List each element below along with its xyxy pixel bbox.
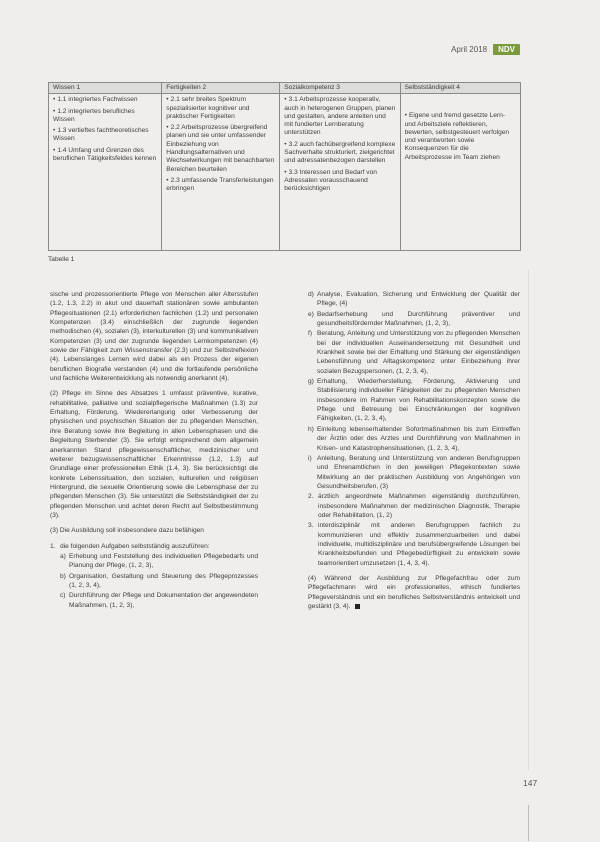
margin-line: [528, 805, 529, 841]
paragraph: (2) Pflege im Sinne des Absatzes 1 umfasst präventive, kurative, rehabilitative, palliative und sozialpflegerische Maßnahmen (1.3) zur Erhaltung, Förderung, Wiedererlangung oder Verbesserung der physischen und psychischen Situation der zu pflegenden Menschen, ihre Beratung sowie ihre Begleitung in allen Lebensphasen und die Begleitung Sterbender (3). Sie erfolgt entsprechend dem allgemein anerkannten Stand pflegewissenschaftlicher, medizinischer und weiterer bezugswissenschaftlicher Erkenntnisse (1.2, 1.3) auf Grundlage einer professionellen Ethik (1.4, 3). Sie berücksichtigt die konkrete Lebenssituation, den sozialen, kulturellen und religiösen Hintergrund, die sexuelle Orientierung sowie die Lebensphase der zu pflegenden Menschen (3). Sie unterstützt die Selbstständigkeit der zu pflegenden Menschen und achtet deren Recht auf Selbstbestimmung (3).: [50, 390, 258, 519]
page-number: 147: [523, 778, 538, 788]
text-column-left: [50, 290, 258, 611]
bullet-icon: •: [284, 96, 287, 104]
list-item: g) Erhaltung, Wiederherstellung, Förderung, Aktivierung und Stabilisierung individueller Fähigkeiten der zu pflegenden Menschen insbesondere im Rahmen von Rehabilitationskonzepten sowie die Pflege und Betreuung bei Einschränkungen der kognitiven Fähigkeiten, (1, 2, 3, 4),: [308, 378, 520, 423]
header-badge: NDV: [493, 44, 520, 55]
list-item: • Eigene und fremd gesetzte Lern- und Arbeitsziele reflektieren, bewerten, selbstgesteuert verfolgen und verantworten sowie Konsequenzen für die Arbeitsprozesse im Team ziehen: [404, 112, 510, 161]
bullet-icon: •: [404, 112, 407, 120]
table-header-cell: Selbstständigkeit 4: [400, 83, 520, 94]
bullet-icon: •: [166, 96, 169, 104]
numbered-list: [50, 542, 258, 610]
paragraph: sische und prozessorientierte Pflege von Menschen aller Altersstufen (1.2, 1.3, 2.2) in akut und dauerhaft stationären sowie ambulanten Pflegesituationen (2.1) erforderlichen fachlichen (1.2) und personalen Kompetenzen (3.4) einschließlich der zugrunde liegenden methodischen (4), sozialen (3), interkulturellen (3) und kommunikativen Kompetenzen (3) und der zugrunde liegenden Lernkompetenzen (4) sowie der Fähigkeit zum Wissenstransfer (2.3) und zur Selbstreflexion (4). Lebenslanges Lernen wird dabei als ein Prozess der eigenen beruflichen Biografie verstanden (4) und die fortlaufende persönliche und fachliche Weiterentwicklung als notwendig anerkannt (4).: [50, 291, 258, 383]
table-header-cell: Wissen 1: [49, 83, 162, 94]
bullet-icon: •: [284, 140, 287, 148]
bullet-icon: •: [166, 124, 169, 132]
list-item: h) Einleitung lebenserhaltender Sofortmaßnahmen bis zum Eintreffen der Ärztin oder des Arztes und Durchführung von Maßnahmen in Krisen- und Katastrophensituationen, (1, 2, 3, 4),: [308, 425, 520, 452]
list-item: • 2.1 sehr breites Spektrum spezialisierter kognitiver und praktischer Fertigkeiten: [166, 96, 250, 120]
list-item: • 3.1 Arbeitsprozesse kooperativ, auch in heterogenen Gruppen, planen und gestalten, andere anleiten und mit fundierter Lernberatung unterstützen: [284, 96, 396, 137]
list-item: 1. die folgenden Aufgaben selbstständig auszuführen:: [50, 542, 210, 550]
list-item: • 2.3 umfassende Transferleistungen erbringen: [166, 176, 274, 193]
bullet-icon: •: [53, 107, 56, 115]
end-mark-icon: [355, 604, 360, 609]
bullet-icon: •: [166, 176, 169, 184]
text-column-right: [308, 290, 520, 617]
list-item: c) Durchführung der Pflege und Dokumentation der angewendeten Maßnahmen, (1, 2, 3),: [60, 592, 258, 609]
bullet-icon: •: [53, 146, 56, 154]
sub-list: [308, 290, 520, 491]
margin-line: [528, 270, 529, 770]
table-cell-selbststaendigkeit: [400, 94, 520, 251]
table-header-row: [49, 83, 521, 94]
list-item: • 1.1 integriertes Fachwissen: [53, 96, 138, 104]
list-item: • 3.2 auch fachübergreifend komplexe Sachverhalte strukturiert, zielgerichtet und adressatenbezogen darstellen: [284, 140, 396, 165]
paragraph: (3) Die Ausbildung soll insbesondere dazu befähigen: [50, 527, 204, 535]
sub-list: [50, 552, 258, 610]
competence-table: [48, 82, 521, 251]
list-item: • 1.3 vertieftes fachtheoretisches Wissen: [53, 127, 149, 143]
list-item: 2. ärztlich angeordnete Maßnahmen eigenständig durchzuführen, insbesondere Maßnahmen der medizinischen Diagnostik, Therapie oder Rehabilitation, (1, 2): [308, 493, 520, 519]
bullet-icon: •: [53, 96, 56, 104]
bullet-icon: •: [53, 127, 56, 135]
bullet-icon: •: [284, 168, 287, 176]
paragraph: (4) Während der Ausbildung zur Pflegefachfrau oder zum Pflegefachmann wird ein professionelles, ethisch fundiertes Pflegeverständnis und ein berufliches Selbstverständnis entwickelt und gestärkt (3, 4).: [308, 574, 520, 610]
table-cell-fertigkeiten: [162, 94, 280, 251]
list-item: • 1.2 integriertes berufliches Wissen: [53, 107, 135, 123]
table-cell-wissen: [49, 94, 162, 251]
list-item: • 3.3 Interessen und Bedarf von Adressaten vorausschauend berücksichtigen: [284, 168, 377, 193]
page-header: [451, 44, 520, 55]
list-item: • 2.2 Arbeitsprozesse übergreifend planen und sie unter umfassender Einbeziehung von Handlungsalternativen und Wechselwirkungen mit benachbarten Bereichen beurteilen: [166, 124, 275, 173]
table-caption: Tabelle 1: [48, 256, 75, 263]
table-header-cell: Sozialkompetenz 3: [280, 83, 400, 94]
list-item: e) Bedarfserhebung und Durchführung präventiver und gesundheitsfördernder Maßnahmen, (1, 2, 3),: [308, 310, 520, 328]
list-item: f) Beratung, Anleitung und Unterstützung von zu pflegenden Menschen bei der individuellen Auseinandersetzung mit Gesundheit und Krankheit sowie bei der Erhaltung und Stärkung der eigenständigen Lebensführung und Alltagskompetenz unter Einbeziehung ihrer sozialen Bezugspersonen, (1, 2, 3, 4),: [308, 330, 520, 375]
list-item: b) Organisation, Gestaltung und Steuerung des Pflegeprozesses (1, 2, 3, 4),: [60, 572, 258, 589]
list-item: 3. interdisziplinär mit anderen Berufsgruppen fachlich zu kommunizieren und effektiv zusammenzuarbeiten und dabei individuelle, multidisziplinäre und berufsübergreifende Lösungen bei Krankheitsbefunden und Pflegebedürftigkeit zu entwickeln sowie teamorientiert umzusetzen (1, 4, 3, 4).: [308, 522, 520, 567]
numbered-list: [308, 492, 520, 568]
table-header-cell: Fertigkeiten 2: [162, 83, 280, 94]
header-date: April 2018: [451, 45, 488, 54]
table-cell-sozialkompetenz: [280, 94, 400, 251]
list-item: • 1.4 Umfang und Grenzen des beruflichen Tätigkeitsfeldes kennen: [53, 146, 157, 163]
list-item: a) Erhebung und Feststellung des individuellen Pflegebedarfs und Planung der Pflege, (1, 2, 3),: [60, 552, 258, 570]
table-row: [49, 94, 521, 251]
list-item: d) Analyse, Evaluation, Sicherung und Entwicklung der Qualität der Pflege, (4): [308, 291, 520, 308]
list-item: i) Anleitung, Beratung und Unterstützung von anderen Berufsgruppen und Ehrenamtlichen in den jeweiligen Pflegekontexten sowie Mitwirkung an der praktischen Ausbildung von Angehörigen von Gesundheitsberufen, (3): [308, 454, 520, 490]
